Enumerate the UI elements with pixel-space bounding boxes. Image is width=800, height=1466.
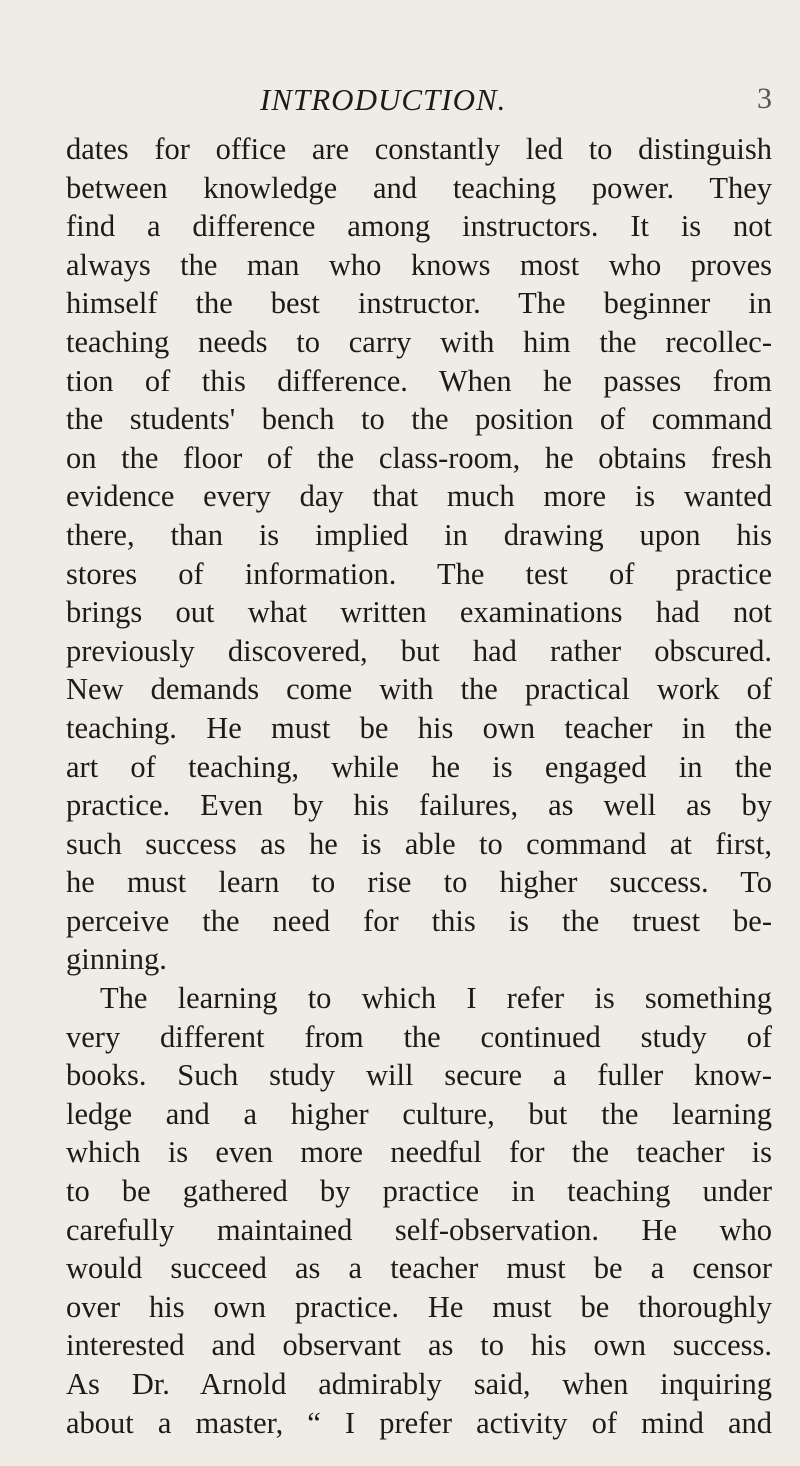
running-head: INTRODUCTION. [260, 82, 507, 117]
text-line: practice. Even by his failures, as well as by [66, 788, 772, 823]
text-line: which is even more needful for the teacher is [66, 1135, 772, 1170]
text-line: interested and observant as to his own success. [66, 1328, 772, 1363]
paragraph-start-line: The learning to which I refer is something [100, 981, 772, 1016]
text-line: tion of this difference. When he passes from [66, 363, 772, 398]
text-line: about a master, “ I prefer activity of mind and [66, 1405, 772, 1440]
text-line: himself the best instructor. The beginner in [66, 286, 772, 321]
text-line: such success as he is able to command at first, [66, 826, 772, 861]
body-text [66, 130, 772, 1442]
text-line: find a difference among instructors. It is not [66, 209, 772, 244]
text-line: previously discovered, but had rather obscured. [66, 633, 772, 668]
text-line: he must learn to rise to higher success. To [66, 865, 772, 900]
text-line: would succeed as a teacher must be a censor [66, 1251, 772, 1286]
text-line: between knowledge and teaching power. They [66, 170, 772, 205]
text-line: teaching. He must be his own teacher in the [66, 710, 772, 745]
text-line: As Dr. Arnold admirably said, when inquiring [66, 1367, 772, 1401]
text-line: there, than is implied in drawing upon his [66, 517, 772, 552]
text-line: stores of information. The test of practice [66, 556, 772, 591]
text-line: to be gathered by practice in teaching under [66, 1174, 772, 1209]
text-line: brings out what written examinations had not [66, 595, 772, 630]
text-line: always the man who knows most who proves [66, 247, 772, 282]
text-line: very different from the continued study of [66, 1019, 772, 1054]
text-line: the students' bench to the position of command [66, 402, 772, 437]
text-line: carefully maintained self-observation. He who [66, 1212, 772, 1247]
text-line: New demands come with the practical work of [66, 672, 772, 707]
text-line: evidence every day that much more is wanted [66, 479, 772, 514]
text-line: over his own practice. He must be thoroughly [66, 1289, 772, 1324]
text-line: dates for office are constantly led to distinguish [66, 132, 772, 166]
text-line: art of teaching, while he is engaged in the [66, 749, 772, 784]
text-line: books. Such study will secure a fuller know- [66, 1058, 772, 1093]
text-line: teaching needs to carry with him the recollec- [66, 324, 772, 359]
text-line: on the floor of the class-room, he obtains fresh [66, 440, 772, 475]
page-number: 3 [757, 82, 772, 115]
text-line: ginning. [66, 942, 167, 977]
page-header [66, 82, 772, 122]
text-line: perceive the need for this is the truest be- [66, 903, 772, 938]
text-line: ledge and a higher culture, but the learning [66, 1096, 772, 1131]
